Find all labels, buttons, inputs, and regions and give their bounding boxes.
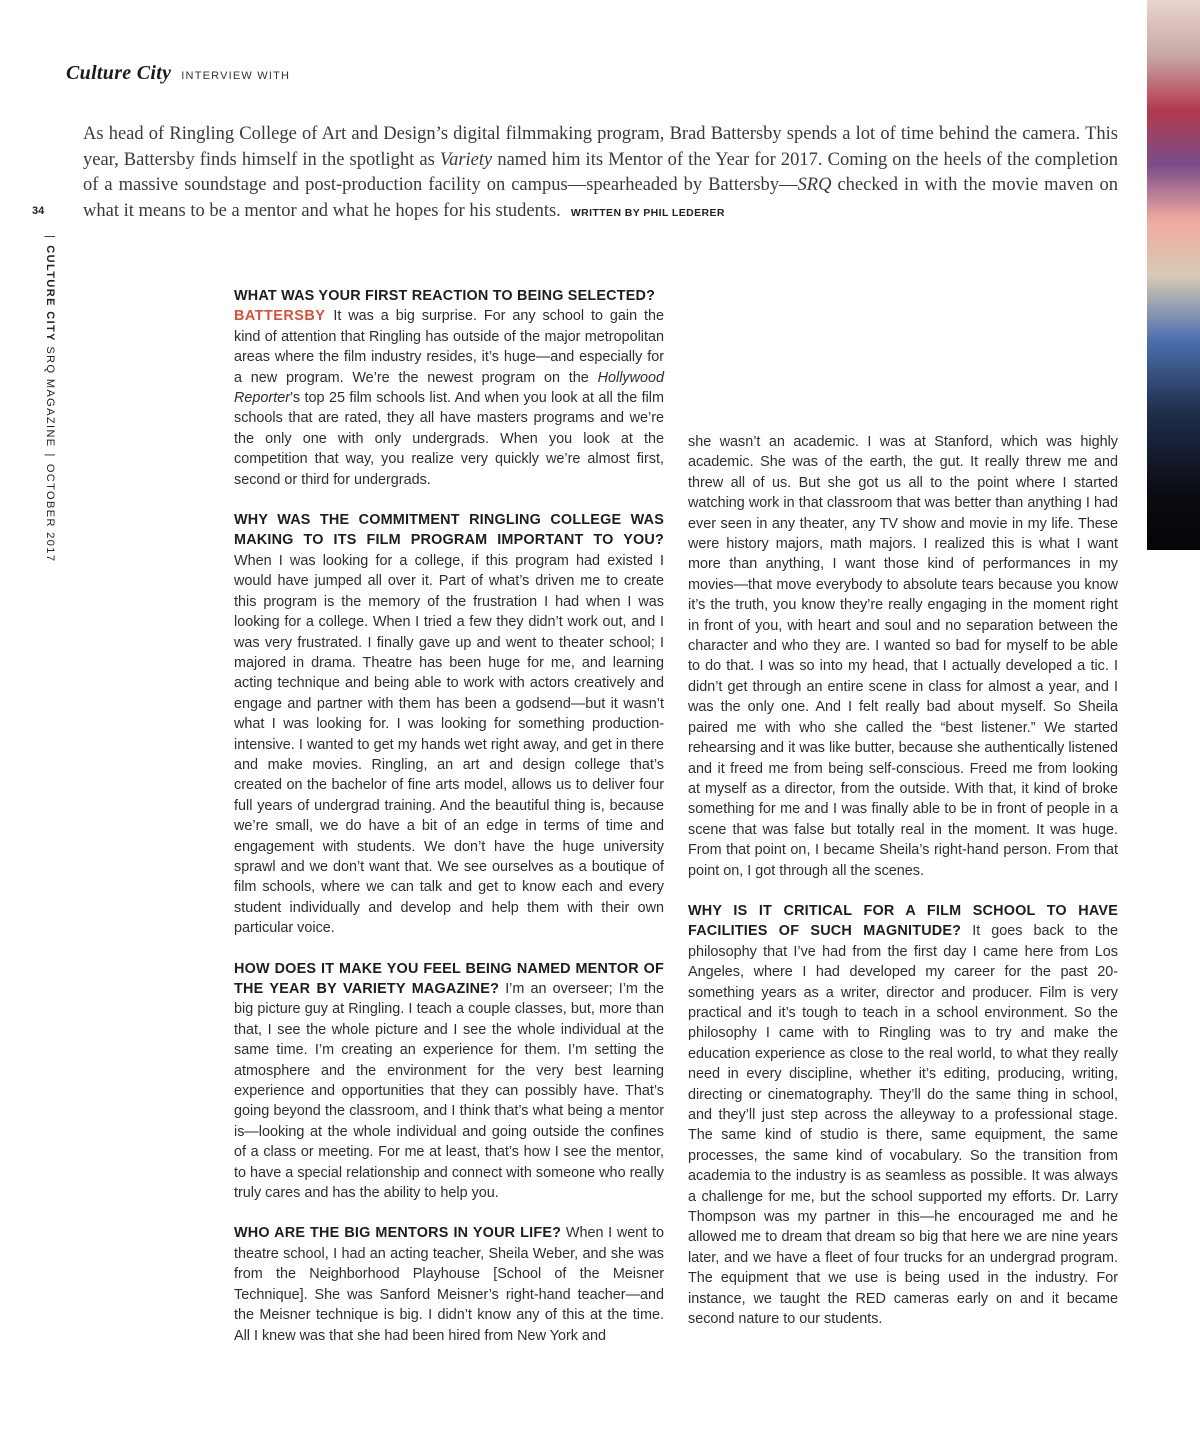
intro-paragraph bbox=[83, 122, 1118, 226]
qa-block bbox=[234, 1223, 664, 1345]
section-label: INTERVIEW WITH bbox=[181, 70, 291, 82]
page-number: 34 bbox=[32, 205, 45, 217]
qa-block bbox=[234, 510, 664, 939]
answer: It goes back to the philosophy that I’ve had from the first day I came here from Los Angeles, where I had developed my career for the past 20-something years as a writer, director and producer. Film is very practical and it’s tough to teach in a school environment. So the philosophy I came with to Ringling was to try and make the education experience as close to the real world, to what they really need in every discipline, whether it’s editing, producing, writing, directing or cinematography. They’ll do the same thing in school, and they’ll just step across the alleyway to a professional stage. The same kind of studio is there, same equipment, the same processes, the same kind of vocabulary. So the transition from academia to the industry is as seamless as possible. It was always a challenge for me, but the school supported my efforts. Dr. Larry Thompson was my partner in this—he encouraged me and he allowed me to dream that dream so big that here we are nine years later, and we have a fleet of four trucks for an undergrad program. The equipment that we use is being used in the industry. For instance, we taught the RED cameras early on and it became second nature to our students. bbox=[688, 923, 1118, 1328]
photo-edge-strip bbox=[1147, 0, 1200, 550]
page-sidebar bbox=[16, 205, 56, 563]
article-column-right bbox=[688, 432, 1118, 1349]
answer: When I went to theatre school, I had an acting teacher, Sheila Weber, and she was from the Neighborhood Playhouse [School of the Meisner Technique]. She was Sanford Meisner’s right-hand teacher—and the Meisner technique is big. I didn’t know any of this at the time. All I knew was that she had been hired from New York and bbox=[234, 1225, 664, 1344]
qa-block bbox=[234, 286, 664, 490]
intro-text: checked in with the movie maven on what it means to be a mentor and what he hopes for his students. bbox=[83, 175, 1118, 221]
answer: she wasn’t an academic. I was at Stanford, which was highly academic. She was of the earth, the gut. It really threw me and threw all of us. But she got us all to the point where I started watching work in that classroom that was better than anything I had ever seen in any theater, any TV show and movie in my life. These were history majors, math majors. I realized this is what I want more than anything, I want those kind of performances in my movies—that move everybody to absolute tears because you know it’s the truth, you know they’re really engaging in the moment right in front of you, with heart and soul and no separation between the character and who they are. I wanted so bad for myself to be able to do that. I was so into my head, that I actually developed a tic. I didn’t get through an entire scene in class for almost a year, and I was the only one. And I felt really bad about myself. So Sheila paired me with who she called the “best listener.” We started rehearsing and it was like butter, because she authentically listened and it freed me from being self-conscious. Freed me from looking at myself as a director, from the outside. With that, it kind of broke something for me and I was finally able to be in front of people in a scene that was false but totally real in the moment. It was huge. From that point on, I became Sheila’s right-hand person. From that point on, I got through all the scenes. bbox=[688, 434, 1118, 879]
question: WHY IS IT CRITICAL FOR A FILM SCHOOL TO HAVE FACILITIES OF SUCH MAGNITUDE? bbox=[688, 902, 1118, 940]
qa-block bbox=[688, 432, 1118, 881]
qa-block bbox=[688, 901, 1118, 1330]
answer: When I was looking for a college, if this program had existed I would have jumped all over it. Part of what’s driven me to create this program is the memory of the frustration I had when I was looking for a college. When I tried a few they didn’t work out, and I was very frustrated. I finally gave up and went to theater school; I majored in drama. Theatre has been huge for me, and learning acting technique and being able to work with actors creatively and engage and partner with them has been a godsend—but it wasn’t what I was looking for. I was looking for something production-intensive. I wanted to get my hands wet right away, and get in there and make movies. Ringling, an art and design college that’s created on the bachelor of fine arts model, allows us to deliver four full years of undergrad training. And the beautiful thing is, because we’re small, we do have a bit of an edge in terms of time and engagement with students. We don’t have the huge university sprawl and we don’t want that. We see ourselves as a boutique of film schools, where we can talk and get to know each and every student individually and develop and help them with their own particular voice. bbox=[234, 552, 664, 937]
sidebar-issue: OCTOBER 2017 bbox=[44, 463, 56, 563]
answer: It was a big surprise. For any school to gain the kind of attention that Ringling has outside of the major metropolitan areas where the film industry resides, it’s huge—and especially for a new program. We’re the newest program on the bbox=[234, 308, 664, 386]
section-title: Culture City bbox=[66, 62, 172, 84]
intro-text: As head of Ringling College of Art and Design’s digital filmmaking program, Brad Battersby spends a lot of time behind the camera. This year, Battersby finds himself in the spotlight as bbox=[83, 124, 1118, 170]
sidebar-magazine: SRQ MAGAZINE bbox=[44, 346, 56, 448]
question: WHY WAS THE COMMITMENT RINGLING COLLEGE WAS MAKING TO ITS FILM PROGRAM IMPORTANT TO YOU? bbox=[234, 512, 664, 549]
sidebar-section: CULTURE CITY bbox=[44, 245, 56, 342]
separator: | bbox=[44, 235, 56, 240]
intro-italic: SRQ bbox=[797, 175, 832, 196]
intro-text: named him its Mentor of the Year for 2017. Coming on the heels of the completion of a massive soundstage and post-production facility on campus—spearheaded by Battersby— bbox=[83, 149, 1118, 196]
separator: | bbox=[44, 453, 56, 458]
answer-italic: Hollywood Reporter bbox=[234, 369, 664, 407]
answer: I’m an overseer; I’m the big picture guy at Ringling. I teach a couple classes, but, more than that, I see the whole picture and I see the whole individual at the same time. I’m creating an experience for them. I’m setting the atmosphere and the environment for the very best learning experience and opportunities that they can possibly have. That’s going beyond the classroom, and I think that’s what being a mentor is—looking at the whole individual and going outside the confines of a class or meeting. For me at least, that’s how I see the mentor, to have a special relationship and connect with someone who really truly cares and has the ability to help you. bbox=[234, 981, 665, 1202]
question: HOW DOES IT MAKE YOU FEEL BEING NAMED MENTOR OF THE YEAR BY VARIETY MAGAZINE? bbox=[234, 960, 664, 997]
intro-italic: Variety bbox=[439, 149, 493, 170]
qa-block bbox=[234, 959, 664, 1204]
answer: ’s top 25 film schools list. And when you look at all the film schools that are rated, they all have masters programs and we’re the only one with only undergrads. When you look at the competition that way, you realize very quickly we’re almost first, second or third for undergrads. bbox=[234, 390, 664, 488]
byline: WRITTEN BY PHIL LEDERER bbox=[570, 206, 725, 219]
running-footer bbox=[44, 229, 56, 562]
article-column-left bbox=[234, 286, 664, 1366]
question: WHAT WAS YOUR FIRST REACTION TO BEING SELECTED? bbox=[234, 288, 656, 304]
speaker-name: BATTERSBY bbox=[234, 308, 326, 325]
question: WHO ARE THE BIG MENTORS IN YOUR LIFE? bbox=[234, 1225, 562, 1242]
page-header bbox=[66, 62, 290, 85]
